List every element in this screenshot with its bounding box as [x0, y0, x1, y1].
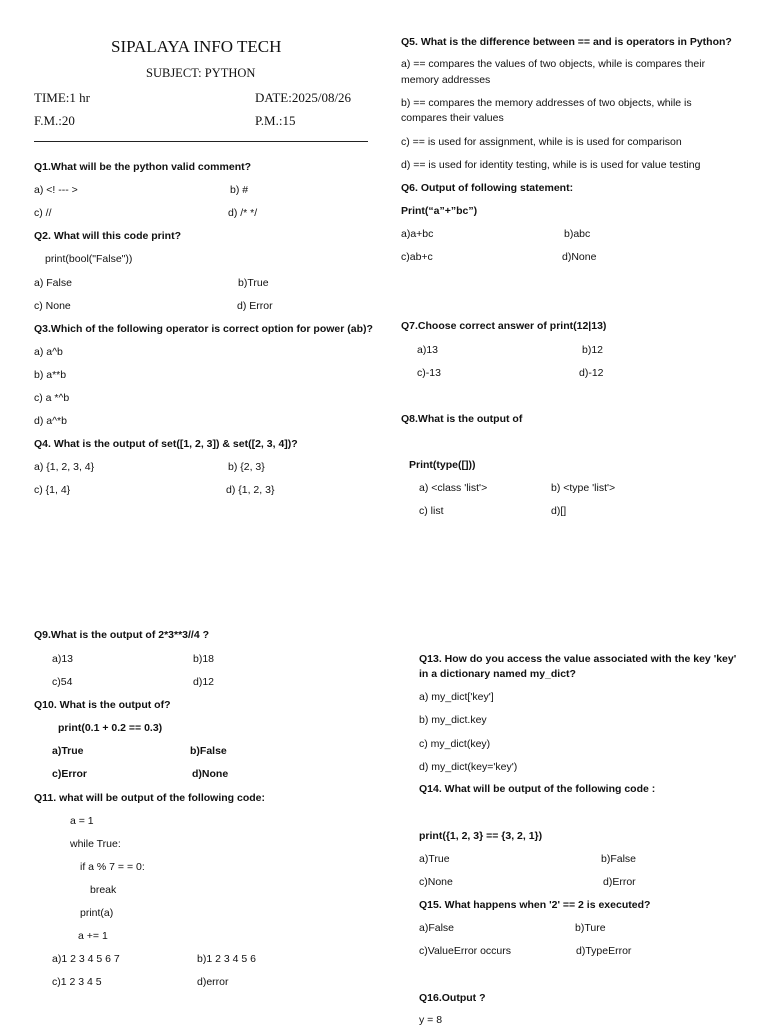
q3-option-b: b) a**b — [34, 369, 67, 381]
q15-option-c: c)ValueError occurs — [419, 945, 511, 957]
q3-option-d: d) a^*b — [34, 415, 67, 427]
q14-code: print({1, 2, 3} == {3, 2, 1}) — [419, 830, 543, 842]
q11-code-line: a += 1 — [78, 930, 108, 942]
q4-option-c: c) {1, 4} — [34, 484, 71, 496]
q16-question: Q16.Output ? — [419, 992, 486, 1004]
q6-option-d: d)None — [562, 251, 597, 263]
q10-question: Q10. What is the output of? — [34, 699, 171, 711]
q4-question: Q4. What is the output of set([1, 2, 3]) & set([2, 3, 4])? — [34, 438, 298, 450]
q7-question: Q7.Choose correct answer of print(12|13) — [401, 320, 607, 332]
q13-question-cont: in a dictionary named my_dict? — [419, 668, 576, 680]
q8-option-a: a) <class 'list'> — [419, 482, 488, 494]
q15-option-a: a)False — [419, 922, 455, 934]
q6-option-c: c)ab+c — [401, 251, 433, 263]
q5-option-b: b) == compares the memory addresses of two objects, while is — [401, 97, 692, 109]
q11-option-b: b)1 2 3 4 5 6 — [197, 953, 256, 965]
q14-option-b: b)False — [601, 853, 637, 865]
q6-question: Q6. Output of following statement: — [401, 182, 574, 194]
q11-code-line: a = 1 — [70, 815, 94, 827]
q6-option-a: a)a+bc — [401, 228, 434, 240]
q13-question: Q13. How do you access the value associated with the key 'key' — [419, 653, 737, 665]
q10-option-d: d)None — [192, 768, 229, 780]
q6-code: Print(“a”+”bc”) — [401, 205, 478, 217]
q6-option-b: b)abc — [564, 228, 591, 240]
q9-question: Q9.What is the output of 2*3**3//4 ? — [34, 629, 210, 641]
q13-option-c: c) my_dict(key) — [419, 738, 491, 750]
q11-option-a: a)1 2 3 4 5 6 7 — [52, 953, 120, 965]
q1-option-b: b) # — [230, 184, 249, 196]
q8-option-d: d)[] — [551, 505, 567, 517]
pass-marks: P.M.:15 — [255, 113, 296, 128]
q5-option-a-cont: memory addresses — [401, 74, 491, 86]
q9-option-b: b)18 — [193, 653, 215, 665]
q11-code-line: if a % 7 = = 0: — [80, 861, 145, 873]
q4-option-b: b) {2, 3} — [228, 461, 265, 473]
q8-option-b: b) <type 'list'> — [551, 482, 616, 494]
q14-option-d: d)Error — [603, 876, 636, 888]
q10-option-c: c)Error — [52, 768, 88, 780]
q5-option-a: a) == compares the values of two objects, while is compares their — [401, 58, 706, 70]
q11-code-line: break — [90, 884, 117, 896]
q15-option-d: d)TypeError — [576, 945, 632, 957]
q15-option-b: b)Ture — [575, 922, 606, 934]
q2-code: print(bool("False")) — [45, 253, 133, 265]
q1-question: Q1.What will be the python valid comment? — [34, 161, 252, 173]
q14-option-a: a)True — [419, 853, 450, 865]
q8-question: Q8.What is the output of — [401, 413, 523, 425]
q13-option-a: a) my_dict['key'] — [419, 691, 494, 703]
q14-question: Q14. What will be output of the following code : — [419, 783, 656, 795]
header-divider — [34, 141, 368, 142]
q4-option-a: a) {1, 2, 3, 4} — [34, 461, 95, 473]
q2-option-b: b)True — [238, 277, 269, 289]
subject-line: SUBJECT: PYTHON — [146, 66, 256, 80]
q2-option-d: d) Error — [237, 300, 273, 312]
q5-question: Q5. What is the difference between == and is operators in Python? — [401, 36, 732, 48]
q3-option-c: c) a *^b — [34, 392, 70, 404]
exam-time: TIME:1 hr — [34, 90, 90, 105]
q7-option-a: a)13 — [417, 344, 439, 356]
q9-option-a: a)13 — [52, 653, 74, 665]
q11-code-line: while True: — [70, 838, 121, 850]
q11-option-c: c)1 2 3 4 5 — [52, 976, 102, 988]
q5-option-b-cont: compares their values — [401, 112, 504, 124]
q2-option-c: c) None — [34, 300, 71, 312]
q11-code-line: print(a) — [80, 907, 114, 919]
exam-date: DATE:2025/08/26 — [255, 90, 352, 105]
q4-option-d: d) {1, 2, 3} — [226, 484, 275, 496]
q10-option-a: a)True — [52, 745, 84, 757]
q1-option-a: a) <! --- > — [34, 184, 78, 196]
q7-option-c: c)-13 — [417, 367, 441, 379]
q11-option-d: d)error — [197, 976, 229, 988]
q2-question: Q2. What will this code print? — [34, 230, 182, 242]
q8-code: Print(type([])) — [409, 459, 476, 471]
q13-option-d: d) my_dict(key='key') — [419, 761, 518, 773]
q13-option-b: b) my_dict.key — [419, 714, 487, 726]
q10-code: print(0.1 + 0.2 == 0.3) — [58, 722, 163, 734]
q10-option-b: b)False — [190, 745, 227, 757]
institute-name: SIPALAYA INFO TECH — [111, 37, 282, 56]
q8-option-c: c) list — [419, 505, 444, 517]
q5-option-d: d) == is used for identity testing, while is is used for value testing — [401, 159, 701, 171]
q3-option-a: a) a^b — [34, 346, 63, 358]
q11-question: Q11. what will be output of the following code: — [34, 792, 265, 804]
full-marks: F.M.:20 — [34, 113, 75, 128]
q16-code: y = 8 — [419, 1014, 443, 1026]
q1-option-c: c) // — [34, 207, 52, 219]
q14-option-c: c)None — [419, 876, 453, 888]
q7-option-b: b)12 — [582, 344, 604, 356]
q7-option-d: d)-12 — [579, 367, 604, 379]
q1-option-d: d) /* */ — [228, 207, 258, 219]
q2-option-a: a) False — [34, 277, 72, 289]
q5-option-c: c) == is used for assignment, while is is used for comparison — [401, 136, 682, 148]
q9-option-d: d)12 — [193, 676, 215, 688]
q9-option-c: c)54 — [52, 676, 73, 688]
q15-question: Q15. What happens when '2' == 2 is executed? — [419, 899, 651, 911]
q3-question: Q3.Which of the following operator is correct option for power (ab)? — [34, 323, 373, 335]
